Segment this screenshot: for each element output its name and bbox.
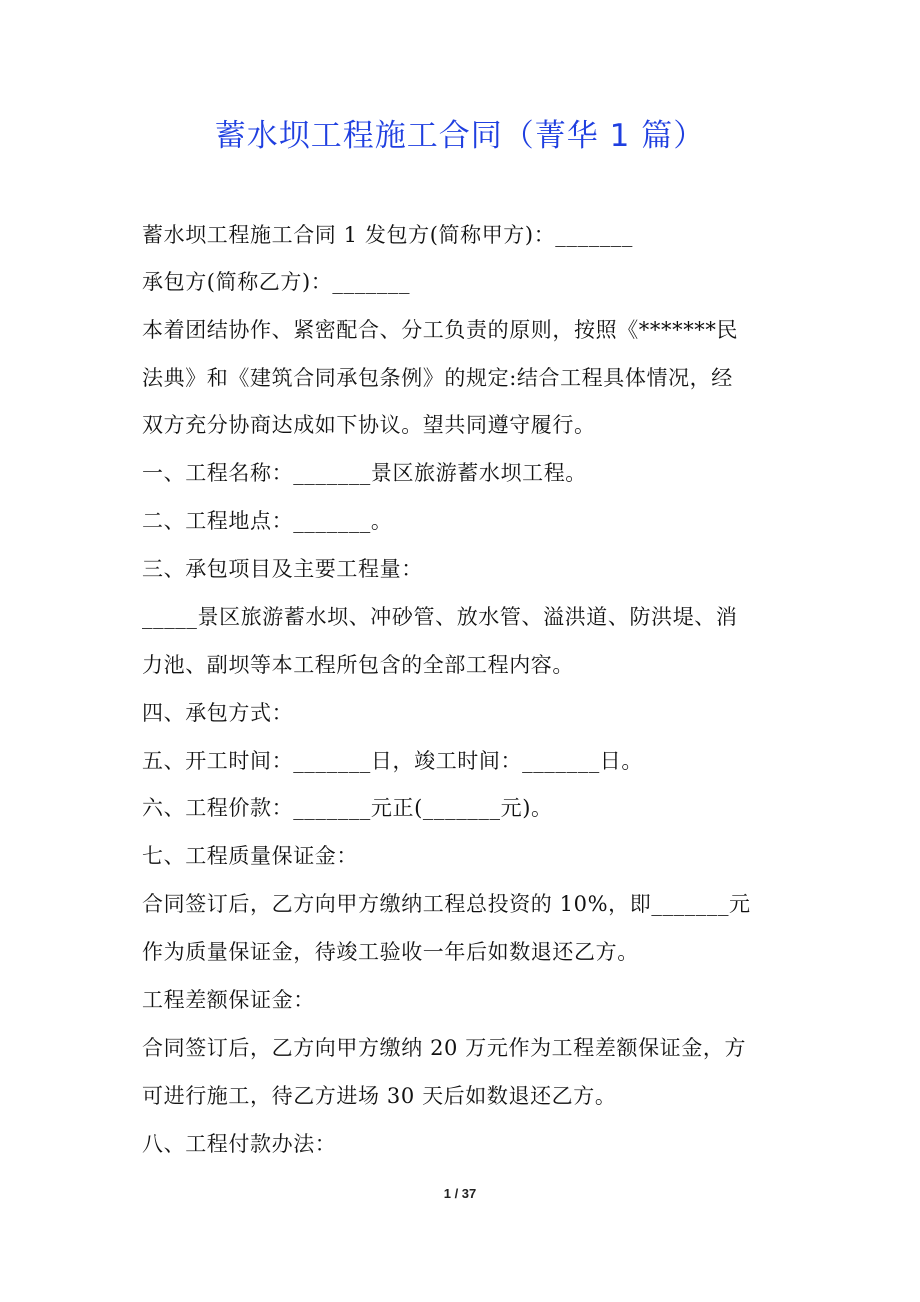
page-number: 1 / 37 [443, 1186, 477, 1201]
preamble-line-2: 法典》和《建筑合同承包条例》的规定:结合工程具体情况，经 [142, 366, 733, 390]
clause-1-project-name: 一、工程名称：_______景区旅游蓄水坝工程。 [142, 461, 587, 485]
preamble-line-3: 双方充分协商达成如下协议。望共同遵守履行。 [142, 413, 596, 437]
preamble-line-1: 本着团结协作、紧密配合、分工负责的原则，按照《*******民 [142, 318, 739, 342]
clause-3-heading: 三、承包项目及主要工程量： [142, 557, 423, 581]
clause-2-project-location: 二、工程地点：_______。 [142, 509, 393, 533]
clause-5-schedule: 五、开工时间：_______日，竣工时间：_______日。 [142, 749, 643, 773]
clause-8-heading: 八、工程付款办法： [142, 1132, 337, 1156]
clause-4-heading: 四、承包方式： [142, 701, 294, 725]
clause-7-body-line-2: 作为质量保证金，待竣工验收一年后如数退还乙方。 [142, 940, 639, 964]
clause-7-heading: 七、工程质量保证金： [142, 844, 358, 868]
clause-6-price: 六、工程价款：_______元正(_______元)。 [142, 796, 553, 820]
clause-7-body-line-1: 合同签订后，乙方向甲方缴纳工程总投资的 10%，即_______元 [142, 892, 751, 916]
clause-3-body-line-2: 力池、副坝等本工程所包含的全部工程内容。 [142, 653, 574, 677]
clause-3-body-line-1: _____景区旅游蓄水坝、冲砂管、放水管、溢洪道、防洪堤、消 [142, 605, 738, 629]
difference-deposit-heading: 工程差额保证金： [142, 988, 315, 1012]
document-title: 蓄水坝工程施工合同（菁华 1 篇） [214, 118, 706, 154]
difference-deposit-body-line-2: 可进行施工，待乙方进场 30 天后如数退还乙方。 [142, 1084, 617, 1108]
difference-deposit-body-line-1: 合同签订后，乙方向甲方缴纳 20 万元作为工程差额保证金，方 [142, 1036, 747, 1060]
party-a-line: 蓄水坝工程施工合同 1 发包方(简称甲方)：_______ [142, 223, 633, 247]
party-b-line: 承包方(简称乙方)：_______ [142, 270, 411, 294]
